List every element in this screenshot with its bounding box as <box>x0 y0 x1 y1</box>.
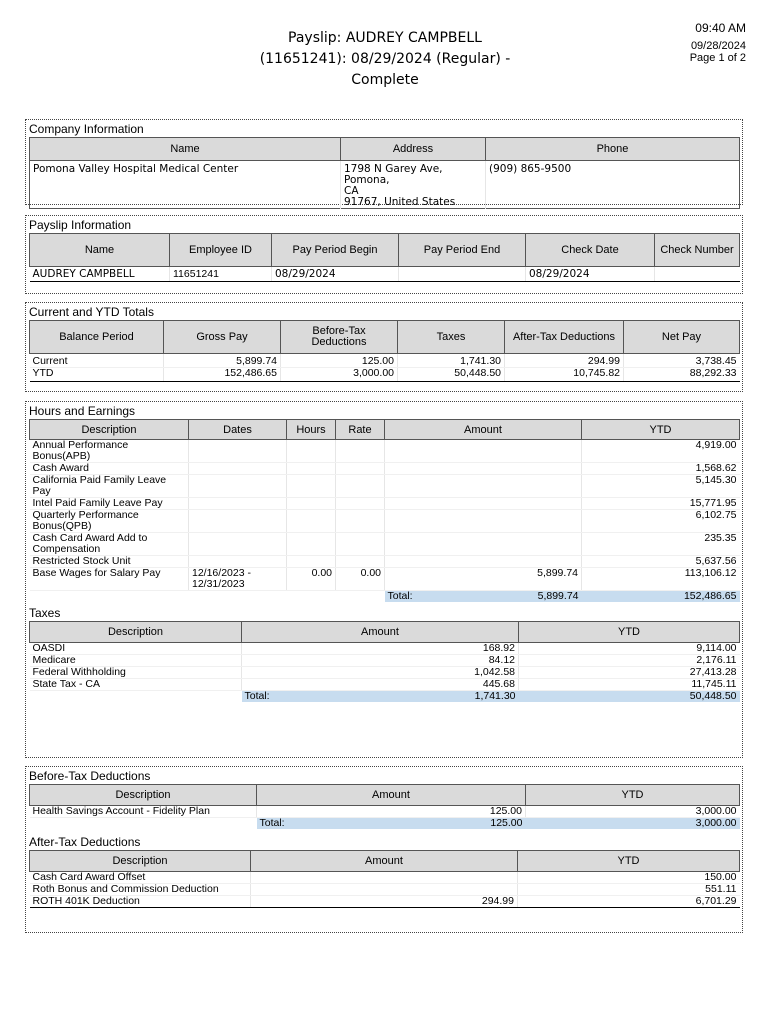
amount <box>251 884 518 896</box>
company-address <box>341 161 486 209</box>
print-time: 09:40 AM <box>695 21 746 35</box>
col-period-begin: Pay Period Begin <box>272 234 399 267</box>
earnings-row <box>30 440 740 463</box>
hours <box>287 556 336 568</box>
employee-name: AUDREY CAMPBELL <box>30 267 170 282</box>
address-line-3: 91767, United States <box>344 196 456 208</box>
description: Restricted Stock Unit <box>30 556 189 568</box>
check-number <box>655 267 740 282</box>
col-before-tax: Before-Tax Deductions <box>281 321 398 354</box>
col-ytd: YTD <box>582 420 740 440</box>
description: Roth Bonus and Commission Deduction <box>30 884 251 896</box>
earnings-total-row <box>30 591 740 603</box>
amount: 5,899.74 <box>385 568 582 591</box>
taxes-table <box>29 621 740 702</box>
empty-cell <box>336 591 385 603</box>
company-table <box>29 137 740 209</box>
hours <box>287 475 336 498</box>
ytd: 5,145.30 <box>582 475 740 498</box>
description: Annual Performance Bonus(APB) <box>30 440 189 463</box>
empty-cell <box>30 818 257 830</box>
title-line-3: Complete <box>351 72 419 88</box>
total-amount: 1,741.30 <box>474 690 516 702</box>
ytd: 6,102.75 <box>582 510 740 533</box>
col-amount: Amount <box>251 851 518 872</box>
hours <box>287 463 336 475</box>
after-tax-table <box>29 850 740 908</box>
section-title: Company Information <box>29 122 144 136</box>
ytd: 150.00 <box>518 872 740 884</box>
total-label: Total: <box>387 590 413 602</box>
earnings-row <box>30 533 740 556</box>
amount <box>385 498 582 510</box>
ytd: 6,701.29 <box>518 896 740 908</box>
earnings-row <box>30 556 740 568</box>
col-description: Description <box>30 851 251 872</box>
earnings-row <box>30 568 740 591</box>
title-line-1: Payslip: AUDREY CAMPBELL <box>288 30 482 46</box>
col-after-tax: After-Tax Deductions <box>505 321 624 354</box>
gross-pay: 152,486.65 <box>164 368 281 382</box>
description: Cash Award <box>30 463 189 475</box>
description: State Tax - CA <box>30 679 242 691</box>
company-information-section <box>25 119 743 208</box>
description: Intel Paid Family Leave Pay <box>30 498 189 510</box>
before-tax: 3,000.00 <box>281 368 398 382</box>
col-net-pay: Net Pay <box>624 321 740 354</box>
total-amount: 125.00 <box>490 817 523 829</box>
rate <box>336 556 385 568</box>
ytd: 15,771.95 <box>582 498 740 510</box>
col-amount: Amount <box>242 622 519 643</box>
after-tax: 10,745.82 <box>505 368 624 382</box>
ytd: 1,568.62 <box>582 463 740 475</box>
totals-row-current <box>30 354 740 368</box>
rate <box>336 463 385 475</box>
col-employee-id: Employee ID <box>170 234 272 267</box>
net-pay: 88,292.33 <box>624 368 740 382</box>
taxes-row <box>30 655 740 667</box>
pay-period-end <box>399 267 526 282</box>
taxes-title: Taxes <box>29 606 61 620</box>
col-period-end: Pay Period End <box>399 234 526 267</box>
col-description: Description <box>30 785 257 806</box>
print-info <box>690 22 746 64</box>
amount: 168.92 <box>242 643 519 655</box>
col-dates: Dates <box>189 420 287 440</box>
col-taxes: Taxes <box>398 321 505 354</box>
after-tax: 294.99 <box>505 354 624 368</box>
amount <box>385 475 582 498</box>
amount <box>385 510 582 533</box>
description: Medicare <box>30 655 242 667</box>
col-ytd: YTD <box>518 851 740 872</box>
col-hours: Hours <box>287 420 336 440</box>
totals-row-ytd <box>30 368 740 382</box>
col-phone: Phone <box>486 138 740 161</box>
ytd: 235.35 <box>582 533 740 556</box>
rate <box>336 475 385 498</box>
ytd: 3,000.00 <box>526 806 740 818</box>
after-tax-row <box>30 896 740 908</box>
col-rate: Rate <box>336 420 385 440</box>
taxes-row <box>30 667 740 679</box>
ytd: 4,919.00 <box>582 440 740 463</box>
amount: 445.68 <box>242 679 519 691</box>
amount: 1,042.58 <box>242 667 519 679</box>
col-description: Description <box>30 622 242 643</box>
dates <box>189 475 287 498</box>
period: Current <box>30 354 164 368</box>
total-amount-cell <box>242 691 519 703</box>
hours <box>287 440 336 463</box>
taxes: 1,741.30 <box>398 354 505 368</box>
hours <box>287 498 336 510</box>
hours: 0.00 <box>287 568 336 591</box>
payslip-information-section <box>25 215 743 294</box>
before-tax-total-row <box>30 818 740 830</box>
description: Cash Card Award Offset <box>30 872 251 884</box>
ytd: 27,413.28 <box>519 667 740 679</box>
description: Cash Card Award Add to Compensation <box>30 533 189 556</box>
description: Base Wages for Salary Pay <box>30 568 189 591</box>
net-pay: 3,738.45 <box>624 354 740 368</box>
amount <box>251 872 518 884</box>
col-balance-period: Balance Period <box>30 321 164 354</box>
dates <box>189 440 287 463</box>
rate <box>336 510 385 533</box>
earnings-taxes-section <box>25 401 743 758</box>
col-ytd: YTD <box>519 622 740 643</box>
total-label: Total: <box>259 817 285 829</box>
col-amount: Amount <box>257 785 526 806</box>
page-number: Page 1 of 2 <box>689 52 746 64</box>
description: ROTH 401K Deduction <box>30 896 251 908</box>
empty-cell <box>30 591 189 603</box>
deductions-section <box>25 766 743 933</box>
rate: 0.00 <box>336 568 385 591</box>
print-date: 09/28/2024 <box>690 40 746 52</box>
empty-cell <box>287 591 336 603</box>
taxes: 50,448.50 <box>398 368 505 382</box>
before-tax-title: Before-Tax Deductions <box>29 769 151 783</box>
description: OASDI <box>30 643 242 655</box>
ytd: 5,637.56 <box>582 556 740 568</box>
taxes-row <box>30 643 740 655</box>
amount <box>385 440 582 463</box>
col-amount: Amount <box>385 420 582 440</box>
total-label: Total: <box>244 690 270 702</box>
taxes-row <box>30 679 740 691</box>
employee-id: 11651241 <box>170 267 272 282</box>
total-ytd: 50,448.50 <box>519 691 740 703</box>
check-date: 08/29/2024 <box>526 267 655 282</box>
after-tax-row <box>30 872 740 884</box>
section-title: Payslip Information <box>29 218 132 232</box>
title-line-2: (11651241): 08/29/2024 (Regular) - <box>259 51 511 67</box>
before-tax-table <box>29 784 740 829</box>
totals-table <box>29 320 740 382</box>
after-tax-title: After-Tax Deductions <box>29 835 141 849</box>
payslip-table <box>29 233 740 282</box>
col-ytd: YTD <box>526 785 740 806</box>
description: Health Savings Account - Fidelity Plan <box>30 806 257 818</box>
total-amount-cell <box>385 591 582 603</box>
empty-cell <box>189 591 287 603</box>
col-name: Name <box>30 138 341 161</box>
earnings-row <box>30 475 740 498</box>
earnings-row <box>30 498 740 510</box>
before-tax-row <box>30 806 740 818</box>
gross-pay: 5,899.74 <box>164 354 281 368</box>
ytd: 551.11 <box>518 884 740 896</box>
rate <box>336 440 385 463</box>
section-title: Hours and Earnings <box>29 404 136 418</box>
amount: 84.12 <box>242 655 519 667</box>
dates <box>189 498 287 510</box>
col-check-number: Check Number <box>655 234 740 267</box>
col-description: Description <box>30 420 189 440</box>
col-check-date: Check Date <box>526 234 655 267</box>
pay-period-begin: 08/29/2024 <box>272 267 399 282</box>
amount <box>385 533 582 556</box>
dates <box>189 556 287 568</box>
company-name: Pomona Valley Hospital Medical Center <box>33 163 239 175</box>
earnings-row <box>30 510 740 533</box>
ytd: 2,176.11 <box>519 655 740 667</box>
amount: 294.99 <box>251 896 518 908</box>
dates <box>189 463 287 475</box>
total-amount: 5,899.74 <box>537 590 579 602</box>
before-tax: 125.00 <box>281 354 398 368</box>
amount: 125.00 <box>257 806 526 818</box>
payslip-title <box>230 28 540 91</box>
rate <box>336 533 385 556</box>
period: YTD <box>30 368 164 382</box>
dates <box>189 533 287 556</box>
description: California Paid Family Leave Pay <box>30 475 189 498</box>
address-line-2: CA <box>344 185 359 197</box>
company-phone: (909) 865-9500 <box>486 161 740 209</box>
amount <box>385 556 582 568</box>
rate <box>336 498 385 510</box>
dates: 12/16/2023 - 12/31/2023 <box>189 568 287 591</box>
earnings-table <box>29 419 740 602</box>
section-title: Current and YTD Totals <box>29 305 154 319</box>
ytd: 11,745.11 <box>519 679 740 691</box>
col-address: Address <box>341 138 486 161</box>
ytd: 9,114.00 <box>519 643 740 655</box>
totals-section <box>25 302 743 392</box>
col-gross-pay: Gross Pay <box>164 321 281 354</box>
amount <box>385 463 582 475</box>
address-line-1: 1798 N Garey Ave, Pomona, <box>344 163 443 186</box>
taxes-total-row <box>30 691 740 703</box>
earnings-row <box>30 463 740 475</box>
dates <box>189 510 287 533</box>
total-ytd: 3,000.00 <box>526 818 740 830</box>
ytd: 113,106.12 <box>582 568 740 591</box>
empty-cell <box>30 691 242 703</box>
description: Federal Withholding <box>30 667 242 679</box>
description: Quarterly Performance Bonus(QPB) <box>30 510 189 533</box>
total-ytd: 152,486.65 <box>582 591 740 603</box>
after-tax-row <box>30 884 740 896</box>
hours <box>287 510 336 533</box>
col-name: Name <box>30 234 170 267</box>
total-amount-cell <box>257 818 526 830</box>
hours <box>287 533 336 556</box>
